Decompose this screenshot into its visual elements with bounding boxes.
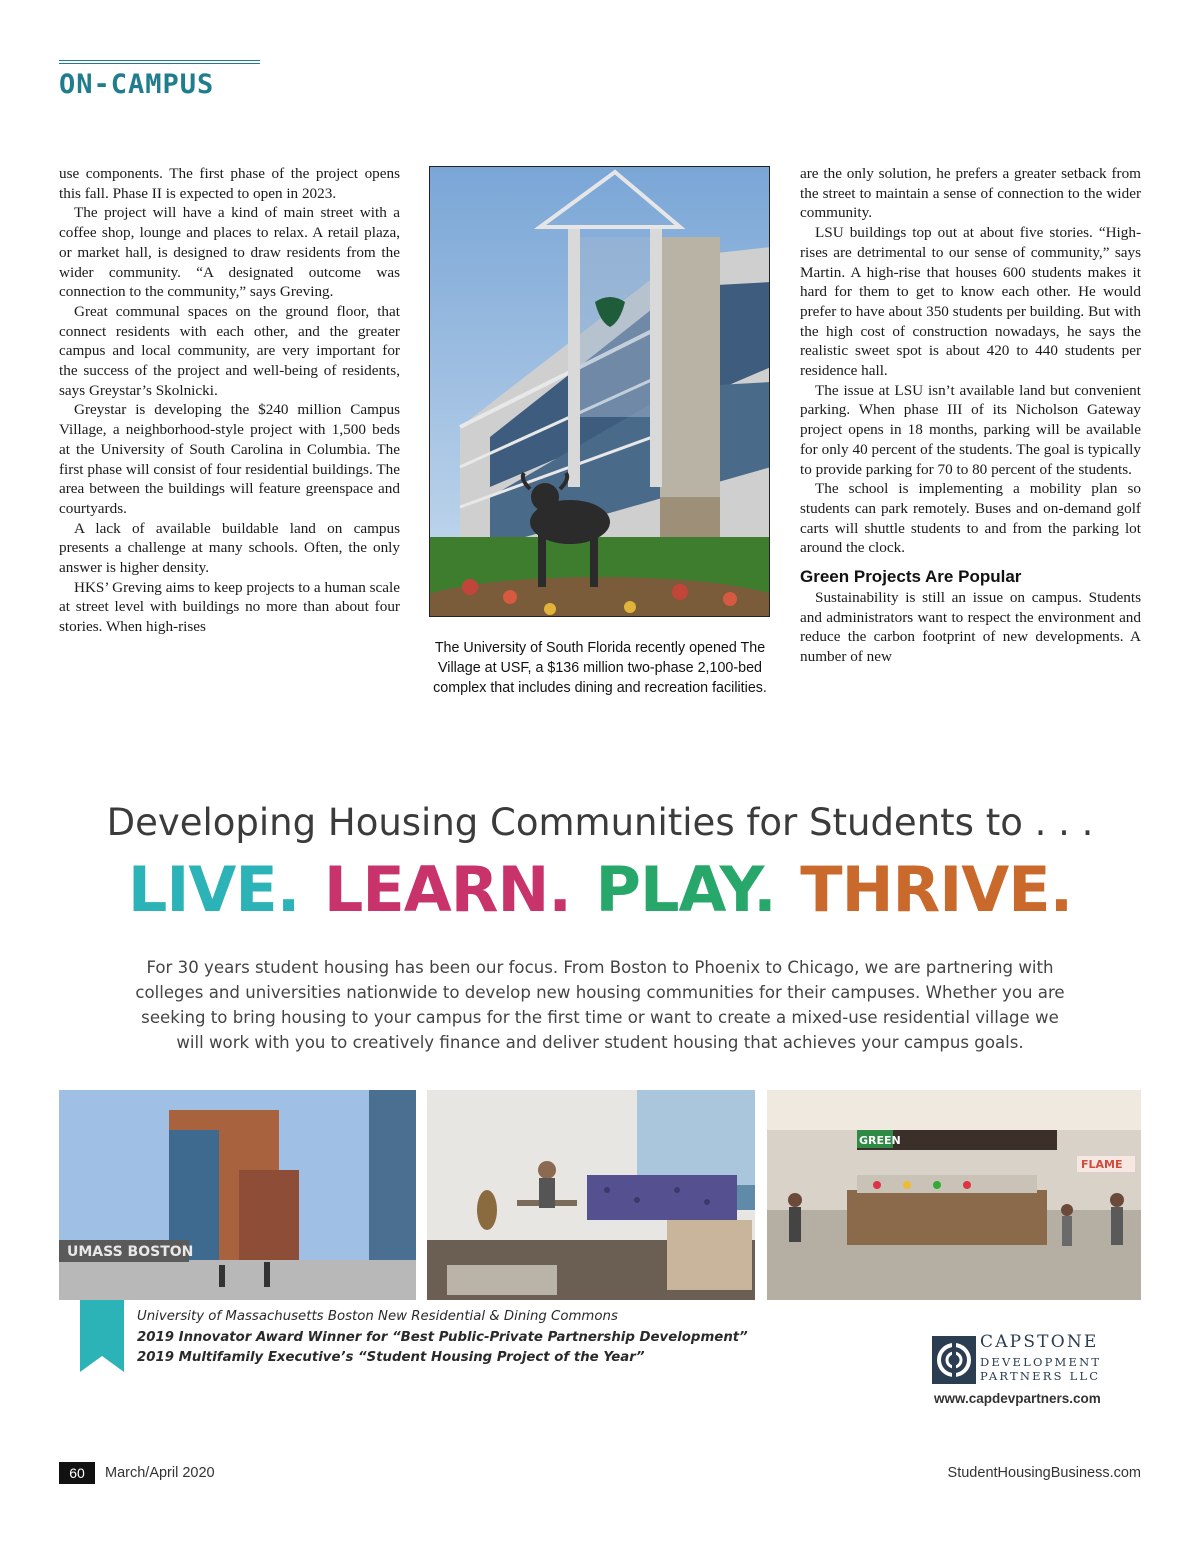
logo-line: PARTNERS LLC	[980, 1369, 1101, 1383]
slogan-word: LIVE.	[127, 853, 300, 926]
award-credits	[137, 1307, 748, 1369]
credit-line: 2019 Innovator Award Winner for “Best Public-Private Partnership Development”	[137, 1329, 748, 1345]
dining-commons-photo	[767, 1090, 1141, 1300]
ad-slogan	[0, 852, 1200, 928]
paragraph: Greystar is developing the $240 million Campus Village, a neighborhood-style project with 1,500 beds at the University of South Carolina in Columbia. The first phase will consist of four residential buildings. The area between the buildings will feature greenspace and courtyards.	[59, 401, 400, 517]
capstone-logo-icon	[932, 1336, 976, 1384]
logo-name: CAPSTONE	[980, 1332, 1099, 1352]
dorm-room-photo	[427, 1090, 755, 1300]
slogan-word: LEARN.	[323, 853, 571, 926]
kiosk-sign-flame: FLAME	[1081, 1158, 1123, 1171]
capstone-url-link[interactable]: www.capdevpartners.com	[934, 1391, 1101, 1406]
usf-village-photo	[429, 166, 770, 617]
paragraph: The issue at LSU isn’t available land but convenient parking. When phase III of its Nicholson Gateway project opens in 18 months, parking will be available for only 40 percent of the students. The goal is typically to provide parking for 70 to 80 percent of the students.	[800, 381, 1141, 478]
credit-line: 2019 Multifamily Executive’s “Student Housing Project of the Year”	[137, 1350, 645, 1365]
paragraph: are the only solution, he prefers a greater setback from the street to maintain a sense of connection to the wider community.	[800, 165, 1141, 222]
ad-headline: Developing Housing Communities for Students to . . .	[106, 801, 1094, 844]
section-label: ON-CAMPUS	[59, 69, 215, 100]
umass-sign-text: UMASS BOSTON	[67, 1244, 194, 1260]
ad-body: For 30 years student housing has been our focus. From Boston to Phoenix to Chicago, we are partnering with colleges and universities nationwide to develop new housing communities for their campuses. Whether you are seeking to bring housing to your campus for the first time or want to create a mixed-use residential village we will work with you to creatively finance and deliver student housing that achieves your campus goals.	[135, 958, 1065, 1052]
photo-caption: The University of South Florida recently opened The Village at USF, a $136 million two-phase 2,100-bed complex that includes dining and recreation facilities.	[433, 640, 767, 696]
article-right-column	[800, 164, 1141, 667]
paragraph: Great communal spaces on the ground floor, that connect residents with each other, and the greater campus and local community, are very important for the success of the project and well-being of residents, says Greystar’s Skolnicki.	[59, 302, 400, 399]
slogan-word: THRIVE.	[800, 853, 1073, 926]
paragraph: The project will have a kind of main street with a coffee shop, lounge and places to relax. A retail plaza, or market hall, is designed to draw residents from the wider community. “A designated outcome was connection to the community,” says Greving.	[59, 204, 400, 301]
page-number: 60	[59, 1462, 95, 1484]
ribbon-icon	[80, 1300, 124, 1372]
paragraph: Sustainability is still an issue on campus. Students and administrators want to respect the environment and reduce the carbon footprint of new developments. A number of new	[800, 589, 1141, 666]
logo-line: DEVELOPMENT	[980, 1355, 1102, 1369]
credit-line: University of Massachusetts Boston New Residential & Dining Commons	[137, 1309, 618, 1324]
paragraph: LSU buildings top out at about five stories. “High-rises are detrimental to our sense of community,” says Martin. A high-rise that houses 600 students makes it hard for them to get to know each other. He would prefer to have about 350 students per building. But with the high cost of construction nowadays, he says the realistic sweet spot is about 420 to 440 students per residence hall.	[800, 224, 1141, 380]
umass-boston-photo	[59, 1090, 416, 1300]
subhead: Green Projects Are Popular	[800, 567, 1022, 587]
section-rule	[59, 60, 260, 64]
article-left-column	[59, 164, 400, 637]
paragraph: HKS’ Greving aims to keep projects to a human scale at street level with buildings no more than about four stories. When high-rises	[59, 578, 400, 636]
paragraph: A lack of available buildable land on campus presents a challenge at many schools. Often, the only answer is higher density.	[59, 519, 400, 577]
paragraph: use components. The first phase of the project opens this fall. Phase II is expected to open in 2023.	[59, 165, 400, 202]
issue-date: March/April 2020	[105, 1465, 215, 1481]
slogan-word: PLAY.	[595, 853, 776, 926]
paragraph: The school is implementing a mobility plan so students can park remotely. Buses and on-demand golf carts will shuttle students to and from the parking lot around the clock.	[800, 480, 1141, 557]
site-name: StudentHousingBusiness.com	[947, 1465, 1141, 1481]
kiosk-sign-green: GREEN	[859, 1134, 901, 1147]
